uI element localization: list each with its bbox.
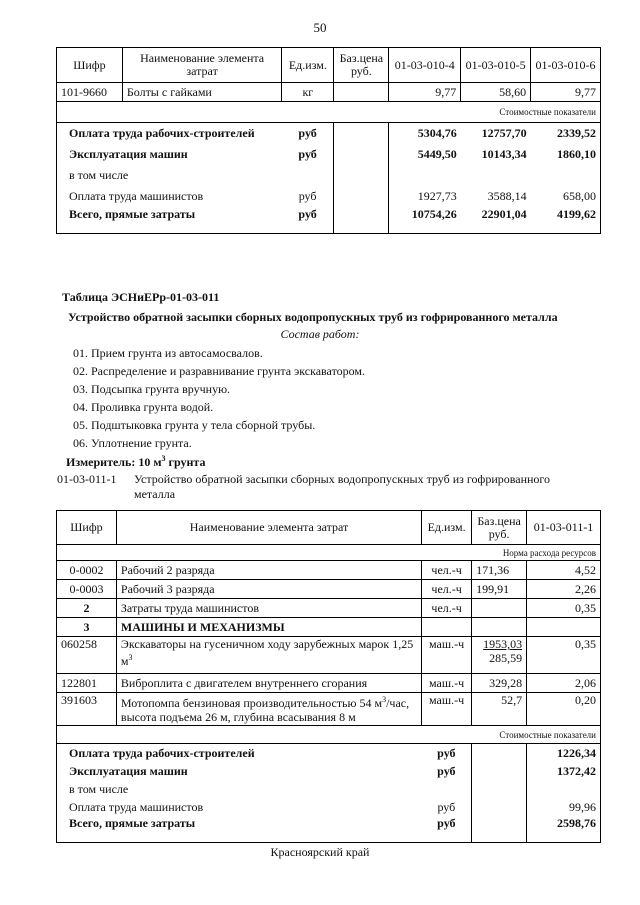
summary-row [57,744,601,763]
section-heading: Устройство обратной засыпки сборных водопропускных труб из гофрированного металла [68,310,558,324]
summary-v3: 1860,10 [557,147,596,161]
table-header-row [57,511,601,545]
row-v2: 58,60 [461,83,531,102]
header-code: Шифр [57,48,123,83]
summary-v2 [461,165,531,186]
table-row [57,618,601,637]
row-name: Рабочий 2 разряда [116,561,421,580]
summary-value [527,780,601,798]
row-name: МАШИНЫ И МЕХАНИЗМЫ [116,618,421,637]
summary-label: Эксплуатация машин [69,763,188,778]
summary-v2: 12757,70 [481,126,527,140]
summary-price [472,762,527,780]
row-code: 122801 [57,674,117,693]
summary-price [334,186,389,207]
summary-price [472,780,527,798]
row-price [472,637,527,674]
summary-unit: руб [298,147,317,161]
row-value: 0,35 [527,637,601,674]
summary-v3 [531,165,601,186]
row-unit: чел.-ч [422,580,472,599]
resource-table-010 [56,47,601,234]
summary-row [57,165,601,186]
table-row [57,580,601,599]
summary-v3: 658,00 [563,189,596,203]
header-code: Шифр [57,511,117,545]
page-number: 50 [313,20,327,35]
table-row [57,599,601,618]
summary-price [334,165,389,186]
cost-caption: Стоимостные показатели [57,102,601,123]
row-name: Виброплита с двигателем внутреннего сгорания [116,674,421,693]
header-price: Баз.цена руб. [334,48,389,83]
summary-v2: 10143,34 [481,147,527,161]
row-code: 060258 [57,637,117,674]
row-name: Затраты труда машинистов [116,599,421,618]
table-row [57,637,601,674]
summary-unit: руб [437,763,456,778]
summary-value: 1372,42 [557,763,596,778]
summary-unit: руб [437,799,456,814]
summary-v1 [389,165,461,186]
summary-value: 1226,34 [557,745,596,760]
row-price: 199,91 [472,580,527,599]
summary-price [334,144,389,165]
summary-v3: 2339,52 [557,126,596,140]
summary-unit: руб [298,126,317,140]
item-code: 01-03-011-1 [57,472,117,486]
work-item: 03. Подсыпка грунта вручную. [73,382,231,396]
work-item: 02. Распределение и разравнивание грунта экскаватором. [73,364,366,378]
cost-caption-row [57,726,601,744]
meter-label: Измеритель: 10 $м^3$ грунта [66,454,206,469]
row-unit: чел.-ч [422,561,472,580]
summary-unit: руб [437,816,456,830]
summary-unit [282,165,334,186]
table-row [57,83,601,102]
row-price [472,618,527,637]
row-name: Болты с гайками [122,83,282,102]
summary-label: Всего, прямые затраты [69,816,196,830]
summary-label: Оплата труда машинистов [69,189,204,203]
summary-row [57,186,601,207]
summary-row [57,207,601,234]
price-line-2: 285,59 [489,651,523,665]
row-unit: маш.-ч [422,674,472,693]
row-name: Экскаваторы на гусеничном ходу зарубежных марок 1,25 $м^3$ [116,637,421,674]
header-col-1: 01-03-010-4 [389,48,461,83]
row-price [334,83,389,102]
summary-price [472,744,527,763]
item-description: Устройство обратной засыпки сборных водопропускных труб из гофрированного металла [134,472,551,501]
row-code: 2 [57,599,117,618]
row-value: 2,06 [527,674,601,693]
row-code: 101-9660 [57,83,123,102]
row-value: 4,52 [527,561,601,580]
table-title: Таблица ЭСНиЕРр-01-03-011 [62,290,220,304]
region-footer: Красноярский край [270,845,370,859]
summary-v1: 5304,76 [417,126,457,140]
summary-label: в том числе [69,781,129,796]
row-value: 2,26 [527,580,601,599]
summary-price [472,816,527,843]
summary-row [57,798,601,816]
row-unit: маш.-ч [422,637,472,674]
header-price: Баз.цена руб. [472,511,527,545]
row-price: 52,7 [472,693,527,726]
summary-label: Оплата труда рабочих-строителей [69,126,255,140]
header-name: Наименование элемента затрат [122,48,282,83]
work-item: 04. Проливка грунта водой. [73,400,214,414]
row-unit [422,618,472,637]
summary-unit: руб [298,207,317,221]
row-price: 171,36 [472,561,527,580]
summary-v1: 10754,26 [411,207,457,221]
summary-value: 99,96 [569,799,596,814]
summary-v1: 1927,73 [417,189,457,203]
row-code: 391603 [57,693,117,726]
summary-row [57,144,601,165]
row-unit: кг [282,83,334,102]
summary-v1: 5449,50 [417,147,457,161]
summary-v2: 22901,04 [481,207,527,221]
work-item: 01. Прием грунта из автосамосвалов. [73,346,263,360]
summary-row [57,762,601,780]
summary-price [472,798,527,816]
summary-row [57,780,601,798]
header-col-2: 01-03-010-5 [461,48,531,83]
table-row [57,674,601,693]
summary-row [57,123,601,145]
row-price [472,599,527,618]
row-code: 0-0003 [57,580,117,599]
summary-unit: руб [437,745,456,760]
row-name: Рабочий 3 разряда [116,580,421,599]
table-row [57,561,601,580]
row-v3: 9,77 [531,83,601,102]
summary-unit: руб [298,189,317,203]
summary-label: Оплата труда рабочих-строителей [69,745,255,760]
row-unit: чел.-ч [422,599,472,618]
summary-label: Всего, прямые затраты [69,207,196,221]
cost-caption-row [57,102,601,123]
row-name: Мотопомпа бензиновая производительностью 54 $м^3$/час, высота подъема 26 м, глубина всасывания 8 м [116,693,421,726]
row-code: 0-0002 [57,561,117,580]
header-col-3: 01-03-010-6 [531,48,601,83]
row-price: 329,28 [472,674,527,693]
summary-v3: 4199,62 [557,207,596,221]
row-code: 3 [57,618,117,637]
table-header-row [57,48,601,83]
cost-caption: Стоимостные показатели [57,726,601,744]
header-unit: Ед.изм. [422,511,472,545]
work-item: 06. Уплотнение грунта. [73,436,192,450]
work-item: 05. Подштыковка грунта у тела сборной трубы. [73,418,316,432]
summary-value: 2598,76 [557,816,596,830]
norm-caption-row [57,545,601,561]
summary-label: в том числе [69,168,129,182]
row-value [527,618,601,637]
summary-row [57,816,601,843]
table-row [57,693,601,726]
resource-table-011 [56,510,601,843]
summary-price [334,207,389,234]
norm-caption: Норма расхода ресурсов [57,545,601,561]
price-line: 1953,03 [483,637,523,651]
summary-unit [422,780,472,798]
summary-label: Оплата труда машинистов [69,799,204,814]
row-value: 0,35 [527,599,601,618]
summary-v2: 3588,14 [487,189,527,203]
row-unit: маш.-ч [422,693,472,726]
work-title: Состав работ: [280,327,360,341]
summary-price [334,123,389,145]
header-name: Наименование элемента затрат [116,511,421,545]
row-value: 0,20 [527,693,601,726]
header-col-1: 01-03-011-1 [527,511,601,545]
row-v1: 9,77 [389,83,461,102]
summary-label: Эксплуатация машин [69,147,188,161]
header-unit: Ед.изм. [282,48,334,83]
